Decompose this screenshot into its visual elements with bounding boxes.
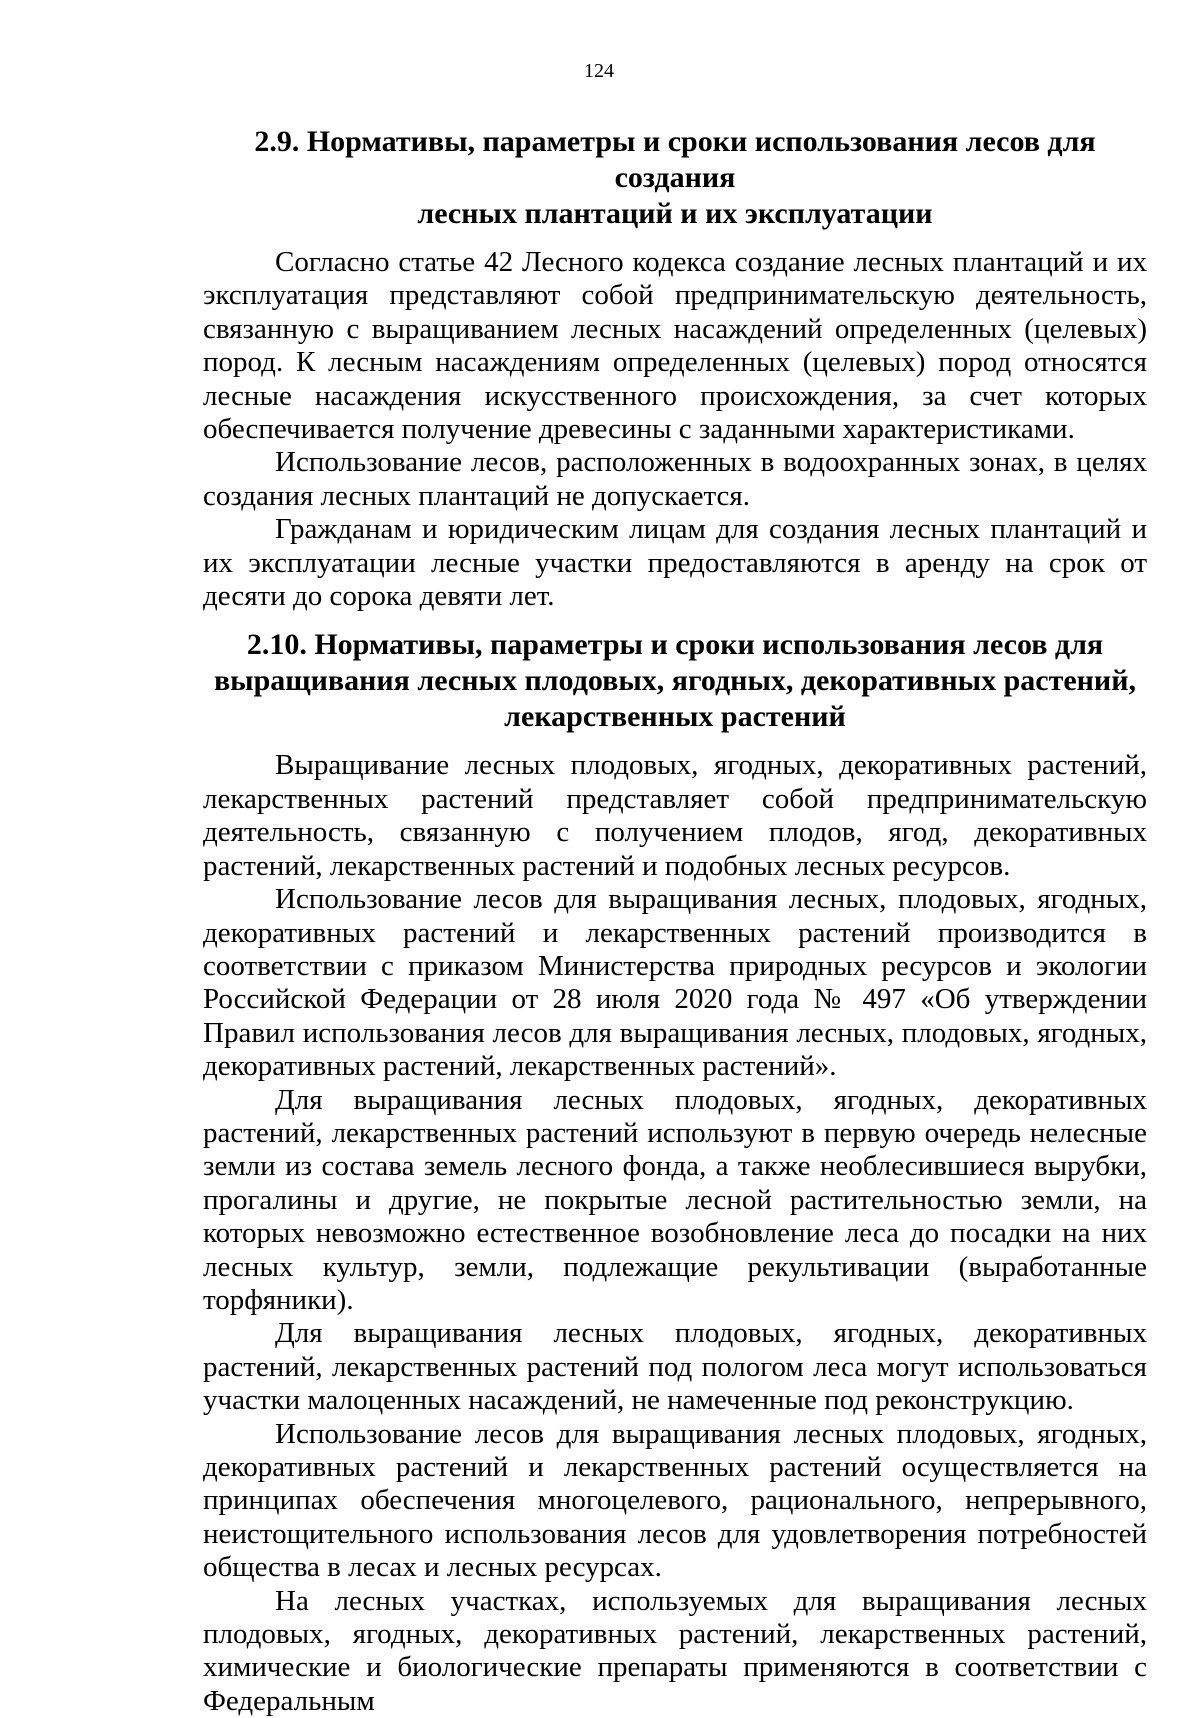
section-title-line: 2.9. Нормативы, параметры и сроки использования лесов для создания	[254, 125, 1096, 194]
section-title-line: лекарственных растений	[504, 700, 846, 734]
paragraph: Использование лесов, расположенных в водоохранных зонах, в целях создания лесных плантаций не допускается.	[203, 446, 1147, 512]
section-title	[203, 627, 1147, 735]
section-2-10	[203, 627, 1147, 1718]
section-title	[203, 124, 1147, 232]
section-title-line: лесных плантаций и их эксплуатации	[417, 197, 933, 230]
paragraph: На лесных участках, используемых для выращивания лесных плодовых, ягодных, декоративных растений, лекарственных растений, химические и биологические препараты применяются в соответствии с Федеральным	[203, 1584, 1147, 1717]
section-2-9	[203, 124, 1147, 613]
paragraph: Использование лесов для выращивания лесных, плодовых, ягодных, декоративных растений и лекарственных растений производится в соответствии с приказом Министерства природных ресурсов и экологии Российской Федерации от 28 июля 2020 года № 497 «Об утверждении Правил использования лесов для выращивания лесных, плодовых, ягодных, декоративных растений, лекарственных растений».	[203, 883, 1147, 1083]
paragraph: Выращивание лесных плодовых, ягодных, декоративных растений, лекарственных растений представляет собой предпринимательскую деятельность, связанную с получением плодов, ягод, декоративных растений, лекарственных растений и подобных лесных ресурсов.	[203, 749, 1147, 882]
page-number: 124	[584, 60, 614, 82]
section-title-line: 2.10. Нормативы, параметры и сроки использования лесов для	[246, 628, 1104, 662]
paragraph: Гражданам и юридическим лицам для создания лесных плантаций и их эксплуатации лесные участки предоставляются в аренду на срок от десяти до сорока девяти лет.	[203, 513, 1147, 613]
paragraph: Для выращивания лесных плодовых, ягодных, декоративных растений, лекарственных растений используют в первую очередь нелесные земли из состава земель лесного фонда, а также необлесившиеся вырубки, прогалины и другие, не покрытые лесной растительностью земли, на которых невозможно естественное возобновление леса до посадки на них лесных культур, земли, подлежащие рекультивации (выработанные торфяники).	[203, 1083, 1147, 1316]
paragraph: Использование лесов для выращивания лесных плодовых, ягодных, декоративных растений и лекарственных растений осуществляется на принципах обеспечения многоцелевого, рационального, непрерывного, неистощительного использования лесов для удовлетворения потребностей общества в лесах и лесных ресурсах.	[203, 1417, 1147, 1584]
paragraph: Для выращивания лесных плодовых, ягодных, декоративных растений, лекарственных растений под пологом леса могут использоваться участки малоценных насаждений, не намеченные под реконструкцию.	[203, 1317, 1147, 1417]
paragraph: Согласно статье 42 Лесного кодекса создание лесных плантаций и их эксплуатация представляют собой предпринимательскую деятельность, связанную с выращиванием лесных насаждений определенных (целевых) пород. К лесным насаждениям определенных (целевых) пород относятся лесные насаждения искусственного происхождения, за счет которых обеспечивается получение древесины с заданными характеристиками.	[203, 246, 1147, 446]
section-title-line: выращивания лесных плодовых, ягодных, декоративных растений,	[213, 664, 1137, 698]
